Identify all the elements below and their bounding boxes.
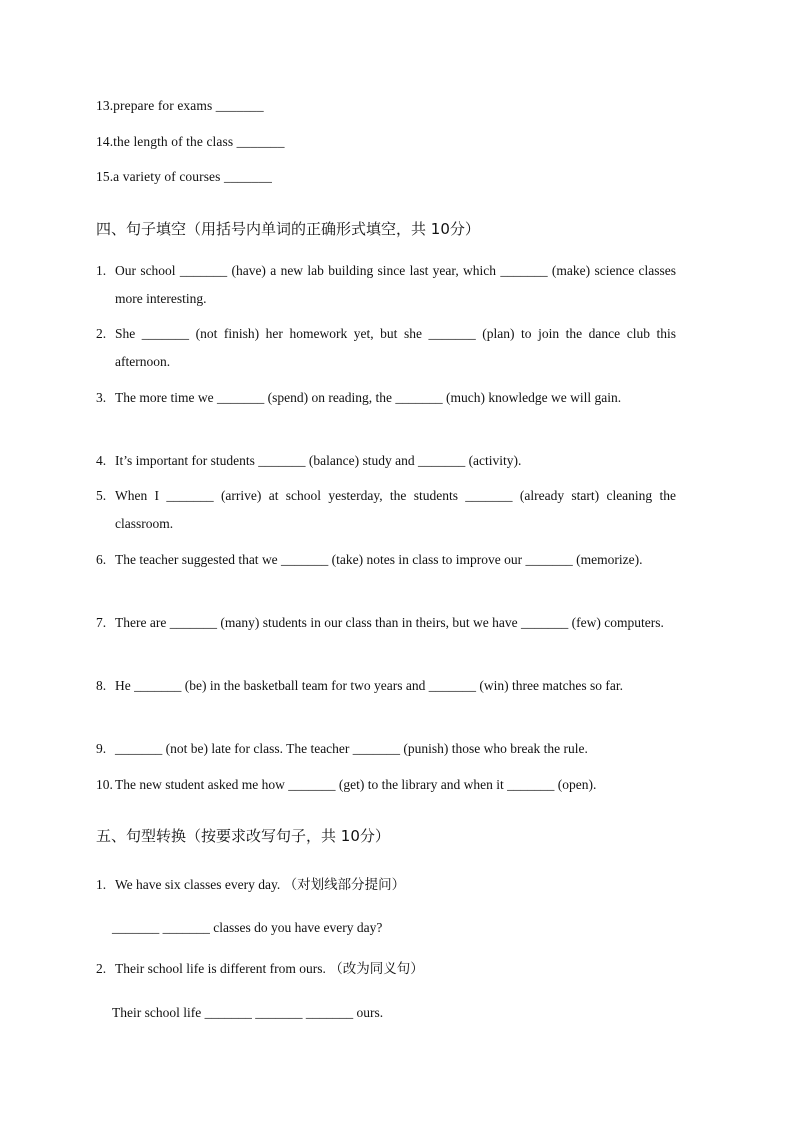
item-text: Our school _______ (have) a new lab building since last year, which _______ (make) science classes more interesting. xyxy=(115,263,676,306)
item-number: 2. xyxy=(96,961,107,976)
item-text: The new student asked me how _______ (get) to the library and when it _______ (open). xyxy=(115,777,597,792)
sentence-item-4 xyxy=(96,447,676,475)
sentence-item-2 xyxy=(96,320,676,376)
sentence-item-6 xyxy=(96,546,676,574)
sentence-item-5 xyxy=(96,482,676,538)
item-number: 4. xyxy=(96,453,107,468)
transform-item-2 xyxy=(96,955,676,983)
answer-line-2: Their school life _______ _______ _______ ours. xyxy=(112,1005,384,1020)
item-text: When I _______ (arrive) at school yesterday, the students _______ (already start) cleaning the classroom. xyxy=(115,488,676,531)
sentence-item-10 xyxy=(96,771,676,799)
item-number: 7. xyxy=(96,615,107,630)
section-5-title: 五、句型转换（按要求改写句子，共 10分） xyxy=(96,827,390,845)
item-number: 10. xyxy=(96,777,113,792)
item-number: 1. xyxy=(96,263,107,278)
sentence-item-8 xyxy=(96,672,676,700)
item-instruction: （改为同义句） xyxy=(329,961,424,977)
item-instruction: （对划线部分提问） xyxy=(283,877,406,893)
sentence-item-7 xyxy=(96,609,676,637)
sentence-item-3 xyxy=(96,384,676,412)
vocab-item-15: 15.a variety of courses _______ xyxy=(96,169,272,184)
item-text: _______ (not be) late for class. The teacher _______ (punish) those who break the rule. xyxy=(115,741,588,756)
item-number: 5. xyxy=(96,488,107,503)
item-number: 1. xyxy=(96,877,107,892)
item-text: It’s important for students _______ (balance) study and _______ (activity). xyxy=(115,453,522,468)
answer-line-1: _______ _______ classes do you have every day? xyxy=(112,920,383,935)
item-text: There are _______ (many) students in our class than in theirs, but we have _______ (few) computers. xyxy=(115,615,664,630)
item-text: Their school life is different from ours. xyxy=(115,961,326,976)
item-text: The more time we _______ (spend) on reading, the _______ (much) knowledge we will gain. xyxy=(115,390,622,405)
item-number: 8. xyxy=(96,678,107,693)
transform-item-1 xyxy=(96,871,676,899)
item-text: The teacher suggested that we _______ (take) notes in class to improve our _______ (memorize). xyxy=(115,552,643,567)
section-4-title: 四、句子填空（用括号内单词的正确形式填空，共 10分） xyxy=(96,220,480,238)
vocab-item-14: 14.the length of the class _______ xyxy=(96,134,285,149)
item-text: She _______ (not finish) her homework yet, but she _______ (plan) to join the dance club this afternoon. xyxy=(115,326,676,369)
item-number: 6. xyxy=(96,552,107,567)
vocab-item-13: 13.prepare for exams _______ xyxy=(96,98,264,113)
item-number: 2. xyxy=(96,326,107,341)
item-number: 9. xyxy=(96,741,107,756)
sentence-item-9 xyxy=(96,735,676,763)
item-text: He _______ (be) in the basketball team for two years and _______ (win) three matches so far. xyxy=(115,678,623,693)
item-number: 3. xyxy=(96,390,107,405)
sentence-item-1 xyxy=(96,257,676,313)
item-text: We have six classes every day. xyxy=(115,877,281,892)
